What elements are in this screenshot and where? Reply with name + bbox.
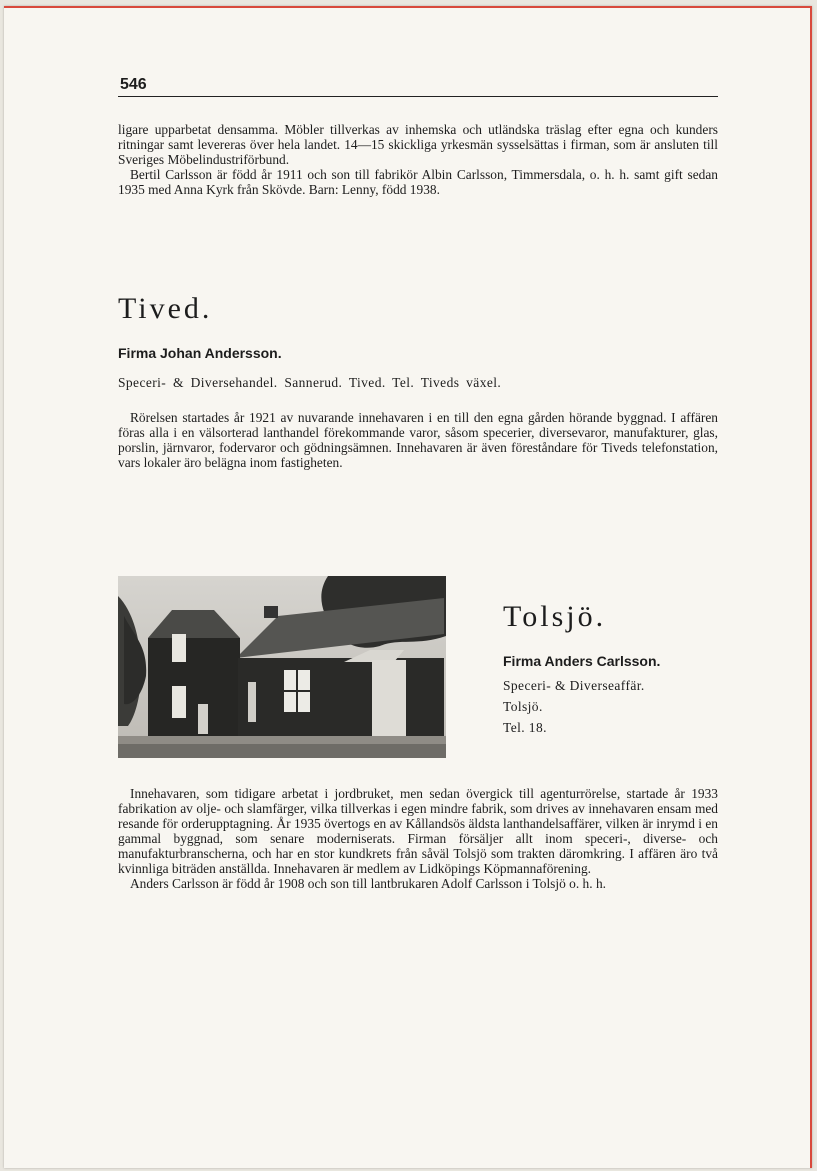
section-title-tolsjo: Tolsjö. [503,600,607,633]
tolsjo-paragraphs [118,786,718,891]
phone-tolsjo: Tel. 18. [503,720,547,735]
photo-illustration [118,576,446,758]
tolsjo-text-2: Anders Carlsson är född år 1908 och son till lantbrukaren Adolf Carlsson i Tolsjö o. h. h. [130,876,606,891]
tived-text: Rörelsen startades år 1921 av nuvarande innehavaren i en till den egna gården hörande byggnad. I affären föras alla i en välsorterad lanthandel förekommande varor, såsom specerier, diversevaror, manufakturer, glas, porslin, järnvaror, fodervaror och gödningsämnen. Innehavaren är även föreståndare för Tiveds telefonstation, vars lokaler äro belägna inom fastigheten. [118,410,718,470]
intro-paragraph [118,122,718,197]
intro-text-2: Bertil Carlsson är född år 1911 och son till fabrikör Albin Carlsson, Timmersdala, o. h. h. samt gift sedan 1935 med Anna Kyrk från Skövde. Barn: Lenny, född 1938. [118,167,718,197]
business-line-tived: Speceri- & Diversehandel. Sannerud. Tived. Tel. Tiveds växel. [118,375,502,390]
tolsjo-text-1: Innehavaren, som tidigare arbetat i jordbruket, men sedan övergick till agenturrörelse, startade år 1933 fabrikation av olje- och slamfärger, vilka tillverkas i egen mindre fabrik, som drives av innehavaren ensam med resande för orderupptagning. År 1935 övertogs en av Kållandsös äldsta lanthandelsaffärer, vilken är inrymd i en gammal byggnad, som senare moderniserats. Firman försäljer allt inom speceri-, diverse- och manufakturbranscherna, och har en stor kundkrets från såväl Tolsjö som trakten däromkring. I affären äro två kvinnliga biträden anställda. Innehavaren är medlem av Lidköpings Köpmannaförening. [118,786,718,876]
store-building-photo [118,576,446,758]
firm-name-tived: Firma Johan Andersson. [118,345,282,361]
place-tolsjo: Tolsjö. [503,699,543,714]
tived-paragraph [118,410,718,470]
section-title-tived: Tived. [118,292,213,325]
header-rule [118,96,718,97]
firm-name-tolsjo: Firma Anders Carlsson. [503,653,661,669]
business-tolsjo: Speceri- & Diverseaffär. [503,678,645,693]
intro-text-1: ligare upparbetat densamma. Möbler tillverkas av inhemska och utländska träslag efter egna och kunders ritningar samt levereras över hela landet. 14—15 skickliga yrkesmän sysselsättas i firman, som är ansluten till Sveriges Möbelindustriförbund. [118,122,718,167]
page-number: 546 [120,76,147,93]
